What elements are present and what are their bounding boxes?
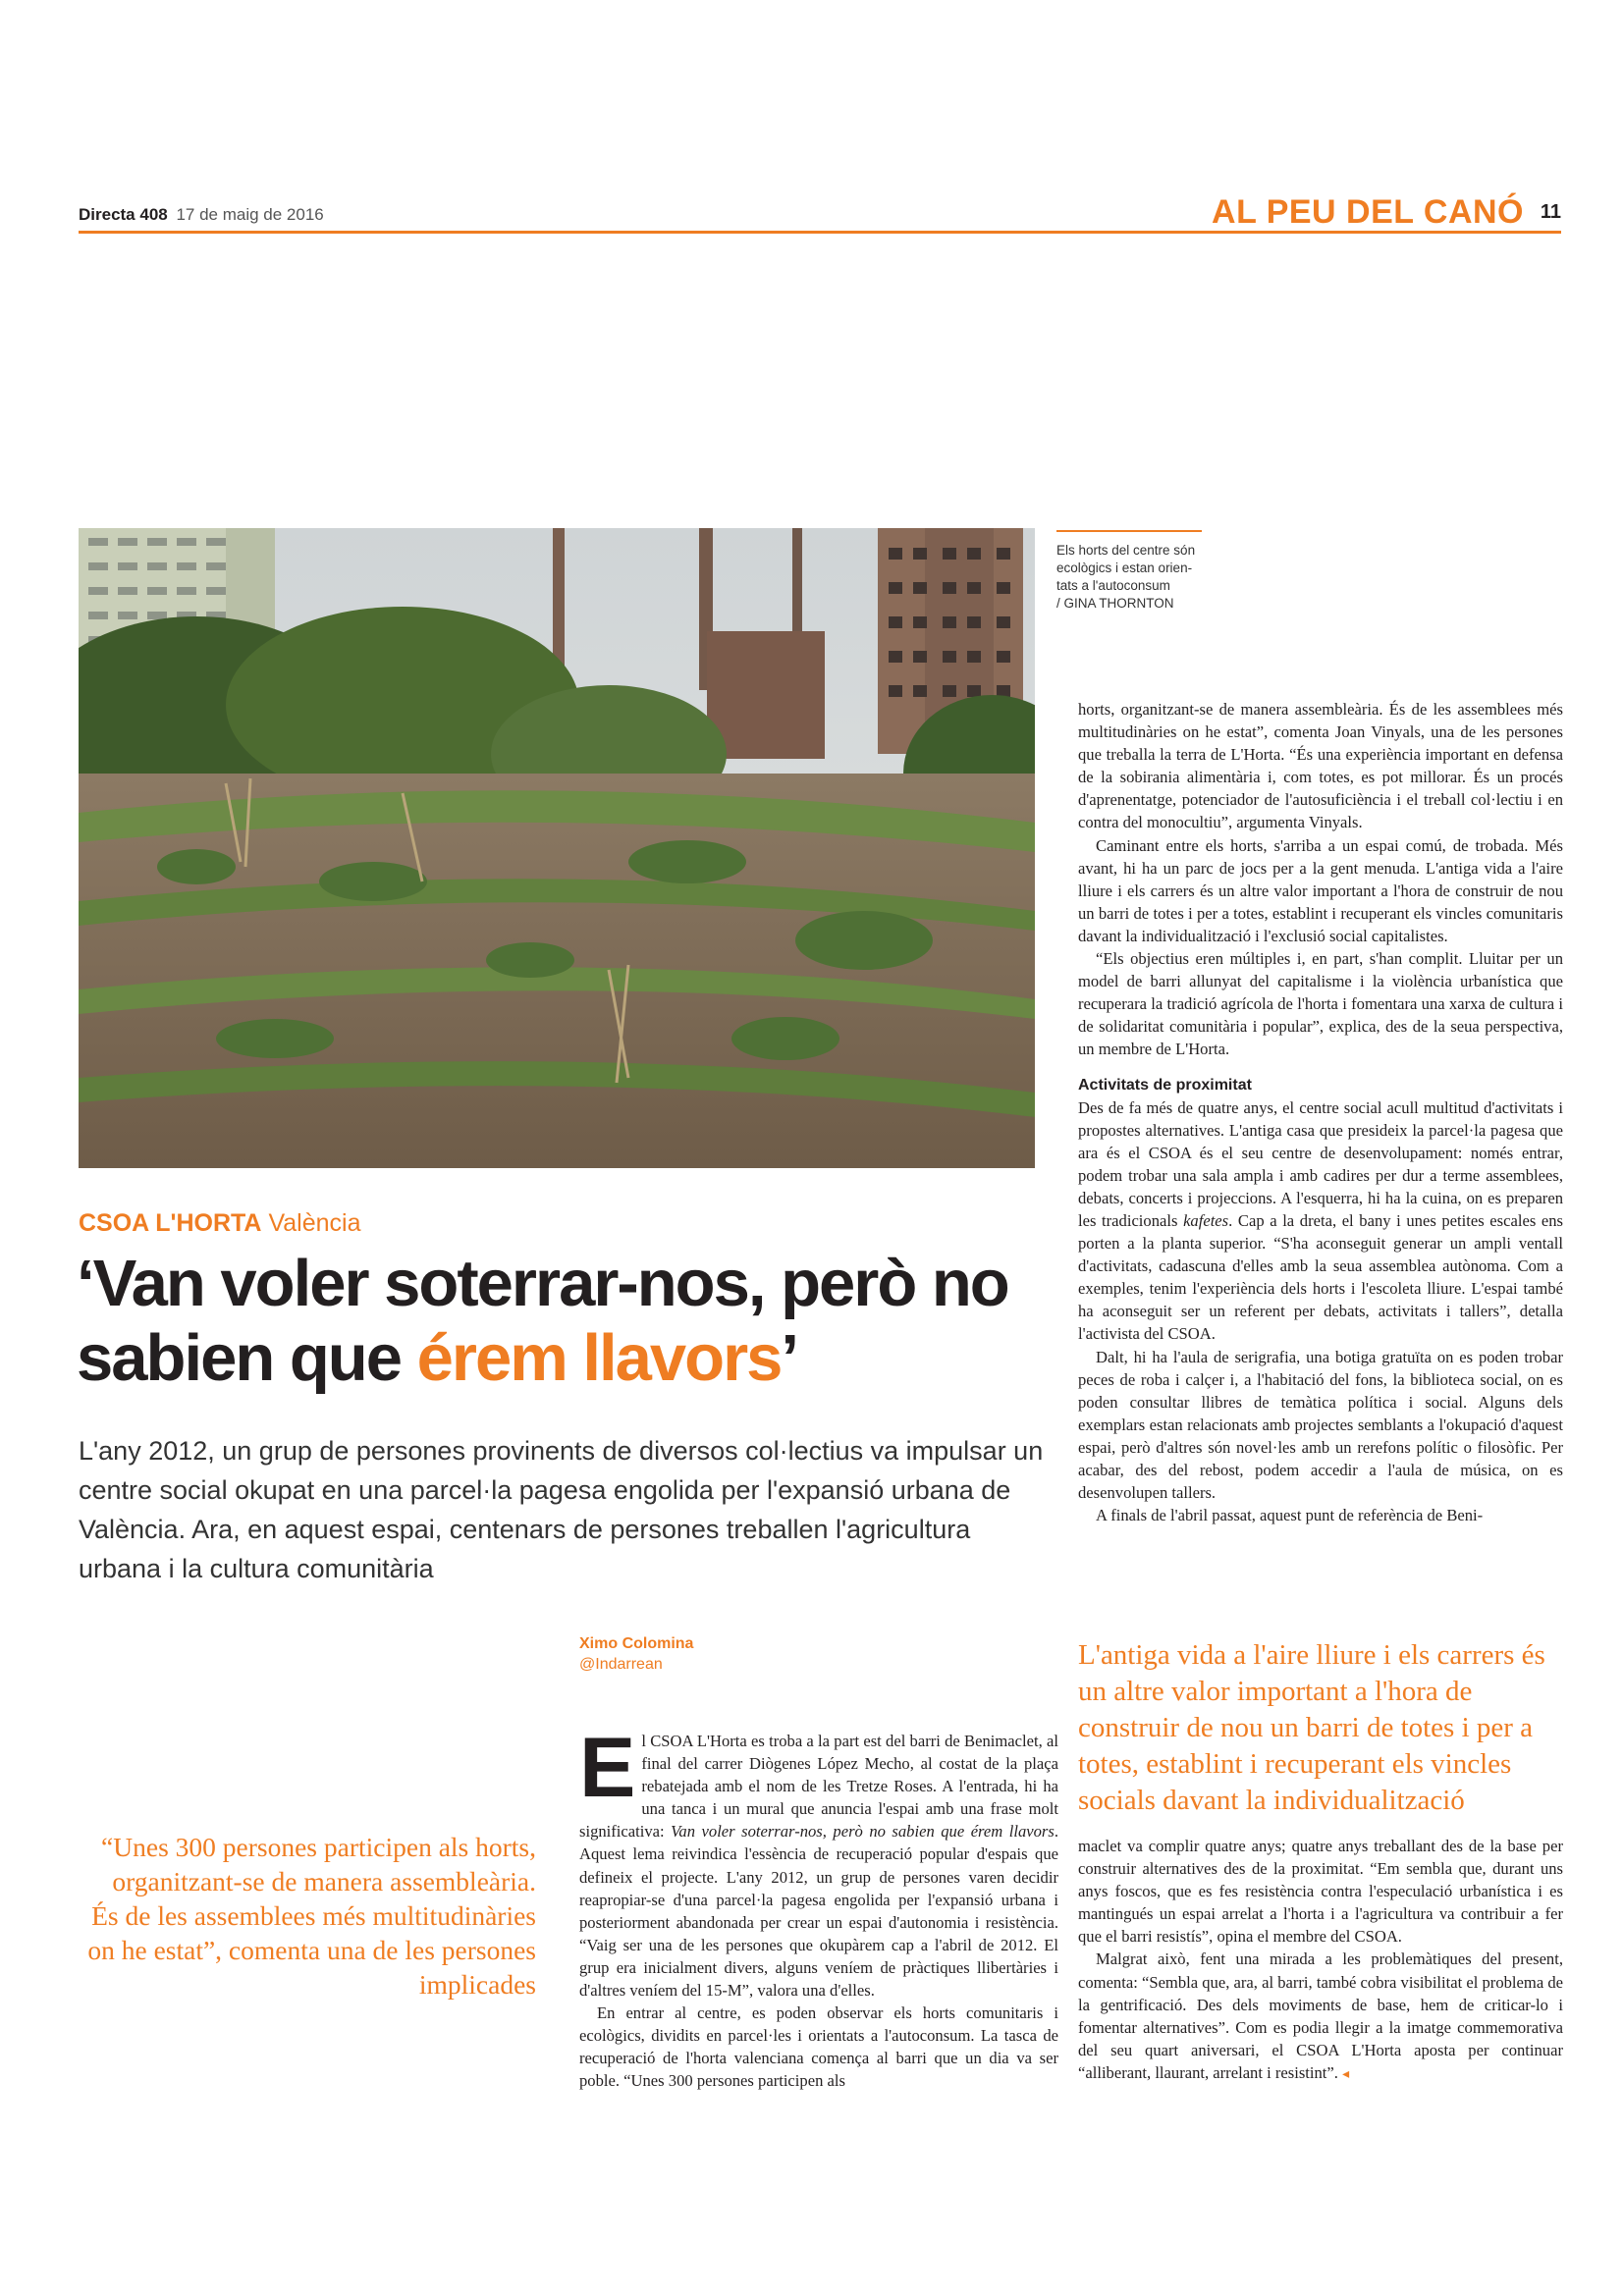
article-photo — [79, 528, 1035, 1168]
photo-caption — [1056, 542, 1214, 613]
headline-end-quote: ’ — [781, 1321, 798, 1395]
body-column-middle — [579, 1721, 1058, 2093]
author-handle[interactable]: @Indarrean — [579, 1656, 663, 1673]
body-paragraph: Dalt, hi ha l'aula de serigrafia, una botiga gratuïta on es poden trobar peces de roba i calçer i, a l'habitació del fons, la biblioteca social, on es poden consultar llibres de temàtica política i social. Alguns dels exemplars estan relacionats amb projectes semblants a l'okupació d'aquest espai, però d'altres són novel·les amb un rerefons polític o filosòfic. Per acabar, des del rebost, podem accedir a l'aula de música, on es desenvolupen tallers. — [1078, 1347, 1563, 1503]
intro-text-motto: Van voler soterrar-nos, però no sabien que érem llavors — [671, 1822, 1055, 1842]
pull-quote-right: L'antiga vida a l'aire lliure i els carrers és un altre valor important a l'hora de construir de nou un barri de totes i per a totes, establint i recuperant els vincles socials davant la individualització — [1078, 1639, 1545, 1816]
article-kicker — [79, 1209, 361, 1238]
body-column-right-lower — [1078, 1835, 1563, 2086]
publication-name: Directa 408 — [79, 205, 168, 224]
end-mark-icon: ◂ — [1342, 2066, 1350, 2082]
body-paragraph-intro — [579, 1721, 1058, 2002]
garden-photo-illustration — [79, 528, 1035, 1168]
body-paragraph-final — [1078, 1948, 1563, 2086]
header-publication — [79, 205, 324, 225]
body-paragraph: maclet va complir quatre anys; quatre anys treballant des de la base per construir alternatives des de la proximitat. “Em sembla que, durant uns anys foscos, que es fes resistència contra l'especulació urbanística i es mantingués un espai arrelat a l'horta i a l'agricultura va contribuir a fer que el barri resistís”, opina el membre del CSOA. — [1078, 1837, 1563, 1947]
headline-text: ‘Van voler soterrar-nos, però no sabien que — [77, 1247, 1008, 1395]
header-rule — [79, 231, 1561, 234]
paragraph-italic-term: kafetes — [1183, 1210, 1229, 1230]
publication-date: 17 de maig de 2016 — [176, 205, 324, 224]
final-paragraph-text: Malgrat això, fent una mirada a les problemàtiques del present, comenta: “Sembla que, ara, al barri, també cobra visibilitat el problema de la gentrificació. Des dels moviments de base, hem de criticar-lo i fomentar alternatives”. Com es podia llegir a la imatge commemorativa del seu quart aniversari, el CSOA L'Horta aposta per continuar “alliberant, llaurant, arrelant i resistint”. — [1078, 1949, 1563, 2082]
byline — [579, 1635, 693, 1674]
photo-credit: / GINA THORNTON — [1056, 596, 1174, 611]
section-title: AL PEU DEL CANÓ — [1212, 193, 1524, 231]
body-paragraph — [1078, 1096, 1563, 1346]
body-column-right-upper — [1078, 698, 1563, 1526]
caption-text-line2: tats a l'autoconsum — [1056, 578, 1170, 593]
kicker-place: València — [268, 1209, 361, 1237]
page-header — [79, 193, 1561, 231]
page-number: 11 — [1540, 201, 1561, 223]
paragraph-text-start: Des de fa més de quatre anys, el centre social acull multitud d'activitats i propostes alternatives. L'antiga casa que presideix la parcel·la pagesa que ara és el CSOA és el seu centre de desenvolupament: només entrar, podem trobar una sala ampla i amb cadires per dur a terme assemblees, debats, concerts i projeccions. A l'esquerra, hi ha la cuina, on es preparen les tradicionals — [1078, 1097, 1563, 1230]
pull-quote-left: “Unes 300 persones participen als horts, organitzant-se de manera assembleària. És de les assemblees més multitudinàries on he estat”, comenta una de les persones implicades — [87, 1832, 536, 2000]
author-name: Ximo Colomina — [579, 1635, 694, 1652]
caption-rule — [1056, 530, 1202, 532]
body-paragraph: Caminant entre els horts, s'arriba a un espai comú, de trobada. Més avant, hi ha un parc de jocs per a la gent menuda. L'antiga vida a l'aire lliure i els carrers és un altre valor important a l'hora de construir de nou un barri de totes i per a totes, establint i recuperant els vincles comunitaris davant la individualització i l'exclusió social capitalistes. — [1078, 835, 1563, 945]
intro-text-end: . Aquest lema reivindica l'essència de recuperació popular d'espais que defineix el projecte. L'any 2012, un grup de persones varen decidir reapropiar-se d'una parcel·la pagesa engolida per l'expansió urbana i posteriorment abandonada per crear un espai d'autonomia i resistència. “Vaig ser una de les persones que okupàrem cap a l'abril de 2012. El grup era inicialment divers, alguns veníem de pràctiques llibertàries i d'altres veníem del 15-M”, valora una d'elles. — [579, 1822, 1058, 2001]
body-paragraph: En entrar al centre, es poden observar els horts comunitaris i ecològics, dividits en parcel·les i orientats a l'autoconsum. La tasca de recuperació de l'horta valenciana comença al barri que un dia va ser poble. “Unes 300 persones participen als — [579, 2003, 1058, 2091]
body-paragraph: horts, organitzant-se de manera assembleària. És de les assemblees més multitudinàries on he estat”, comenta Joan Vinyals, una de les persones que treballa la terra de L'Horta. “És una experiència important en defensa de la sobirania alimentària i, com totes, es pot millorar. És un procés d'aprenentatge, potenciador de l'autosuficiència i el treball col·lectiu i en contra del monocultiu”, argumenta Vinyals. — [1078, 700, 1563, 832]
caption-text-line1: Els horts del centre són ecològics i estan orien- — [1056, 543, 1196, 575]
article-standfirst: L'any 2012, un grup de persones provinents de diversos col·lectius va impulsar un centre social okupat en una parcel·la pagesa engolida per l'expansió urbana de València. Ara, en aquest espai, centenars de persones treballen l'agricultura urbana i la cultura comunitària — [79, 1436, 1044, 1583]
headline-highlight: érem llavors — [416, 1321, 782, 1395]
paragraph-text-end: . Cap a la dreta, el bany i unes petites escales ens porten a la planta superior. “S'ha aconseguit generar un ampli ventall d'activitats, cadascuna d'elles amb la seua assemblea autònoma. Com a exemples, tenim l'experiència dels horts i l'escoleta lliure. L'espai també ha aconseguit ser un referent per debats, activitats i tallers”, detalla l'activista del CSOA. — [1078, 1210, 1564, 1344]
kicker-name: CSOA L'HORTA — [79, 1209, 262, 1237]
body-paragraph: A finals de l'abril passat, aquest punt de referència de Beni- — [1096, 1506, 1484, 1525]
intro-text-start: l CSOA L'Horta es troba a la part est del barri de Benimaclet, al final del carrer Diògenes López Mecho, al costat de la plaça rebatejada amb el nom de les Tretze Roses. A l'entrada, hi ha una tanca i un mural que anuncia l'espai amb una frase molt significativa: — [579, 1732, 1058, 1842]
article-headline — [77, 1247, 1039, 1396]
section-subhead: Activitats de proximitat — [1078, 1076, 1252, 1094]
body-paragraph: “Els objectius eren múltiples i, en part, s'han complit. Lluitar per un model de barri allunyat del capitalisme i la violència urbanística que recuperara la tradició agrícola de l'horta i fomentara una xarxa de cultura i de solidaritat comunitària i popular”, explica, des de la seua perspectiva, un membre de L'Horta. — [1078, 949, 1563, 1059]
dropcap: E — [579, 1721, 636, 1815]
